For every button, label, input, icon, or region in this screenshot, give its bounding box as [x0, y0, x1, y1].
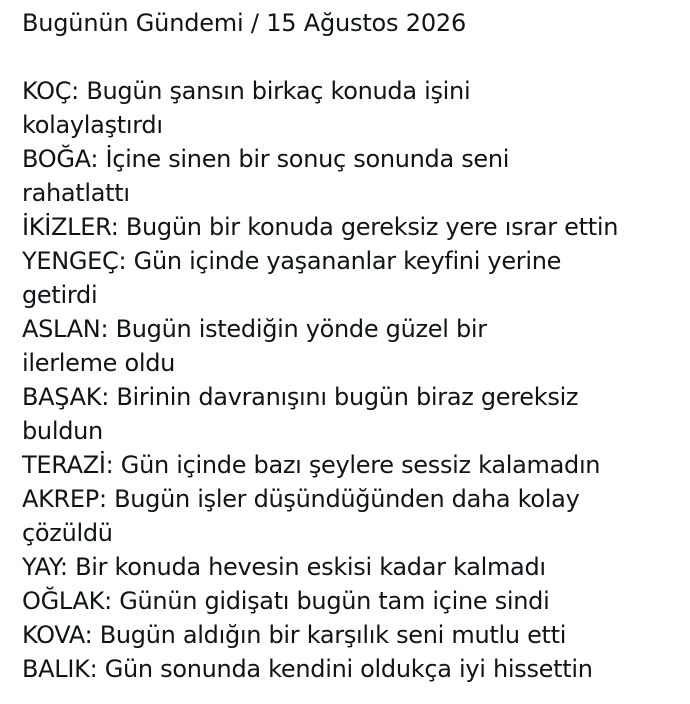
horoscope-entry-oglak	[22, 584, 682, 618]
entry-text: Gün sonunda kendini oldukça iyi hissettin	[104, 655, 593, 683]
sign-label: ASLAN:	[22, 315, 109, 343]
horoscope-entry-akrep	[22, 482, 582, 550]
entry-text: Gün içinde yaşananlar keyfini yerine getirdi	[22, 247, 562, 309]
horoscope-entry-terazi	[22, 448, 682, 482]
sign-label: KOVA:	[22, 621, 93, 649]
entry-text: Bugün istediğin yönde güzel bir ilerleme oldu	[22, 315, 487, 377]
sign-label: BALIK:	[22, 655, 98, 683]
entry-text: Gün içinde bazı şeylere sessiz kalamadın	[120, 451, 601, 479]
horoscope-entry-kova	[22, 618, 682, 652]
horoscope-entry-aslan	[22, 312, 582, 380]
entry-text: Bugün şansın birkaç konuda işini kolaylaştırdı	[22, 77, 471, 139]
sign-label: BAŞAK:	[22, 383, 110, 411]
sign-label: İKİZLER:	[22, 213, 119, 241]
horoscope-entry-boga	[22, 142, 582, 210]
post-title: Bugünün Gündemi / 15 Ağustos 2026	[22, 9, 467, 37]
horoscope-entry-ikizler	[22, 210, 682, 244]
horoscope-list	[22, 74, 682, 686]
horoscope-entry-yay	[22, 550, 682, 584]
entry-text: Bugün işler düşündüğünden daha kolay çözüldü	[22, 485, 580, 547]
entry-text: Birinin davranışını bugün biraz gereksiz buldun	[22, 383, 579, 445]
horoscope-entry-yengec	[22, 244, 582, 312]
entry-text: İçine sinen bir sonuç sonunda seni rahatlattı	[22, 145, 510, 207]
sign-label: TERAZİ:	[22, 451, 114, 479]
sign-label: KOÇ:	[22, 77, 79, 105]
sign-label: BOĞA:	[22, 145, 99, 173]
sign-label: YAY:	[22, 553, 68, 581]
blank-line	[22, 40, 682, 74]
entry-text: Bugün aldığın bir karşılık seni mutlu etti	[99, 621, 567, 649]
horoscope-entry-balik	[22, 652, 682, 686]
entry-text: Günün gidişatı bugün tam içine sindi	[119, 587, 550, 615]
sign-label: AKREP:	[22, 485, 107, 513]
entry-text: Bugün bir konuda gereksiz yere ısrar ettin	[125, 213, 619, 241]
sign-label: YENGEÇ:	[22, 247, 127, 275]
post-body	[22, 6, 682, 686]
entry-text: Bir konuda hevesin eskisi kadar kalmadı	[75, 553, 546, 581]
sign-label: OĞLAK:	[22, 587, 112, 615]
horoscope-entry-koc	[22, 74, 582, 142]
horoscope-entry-basak	[22, 380, 582, 448]
